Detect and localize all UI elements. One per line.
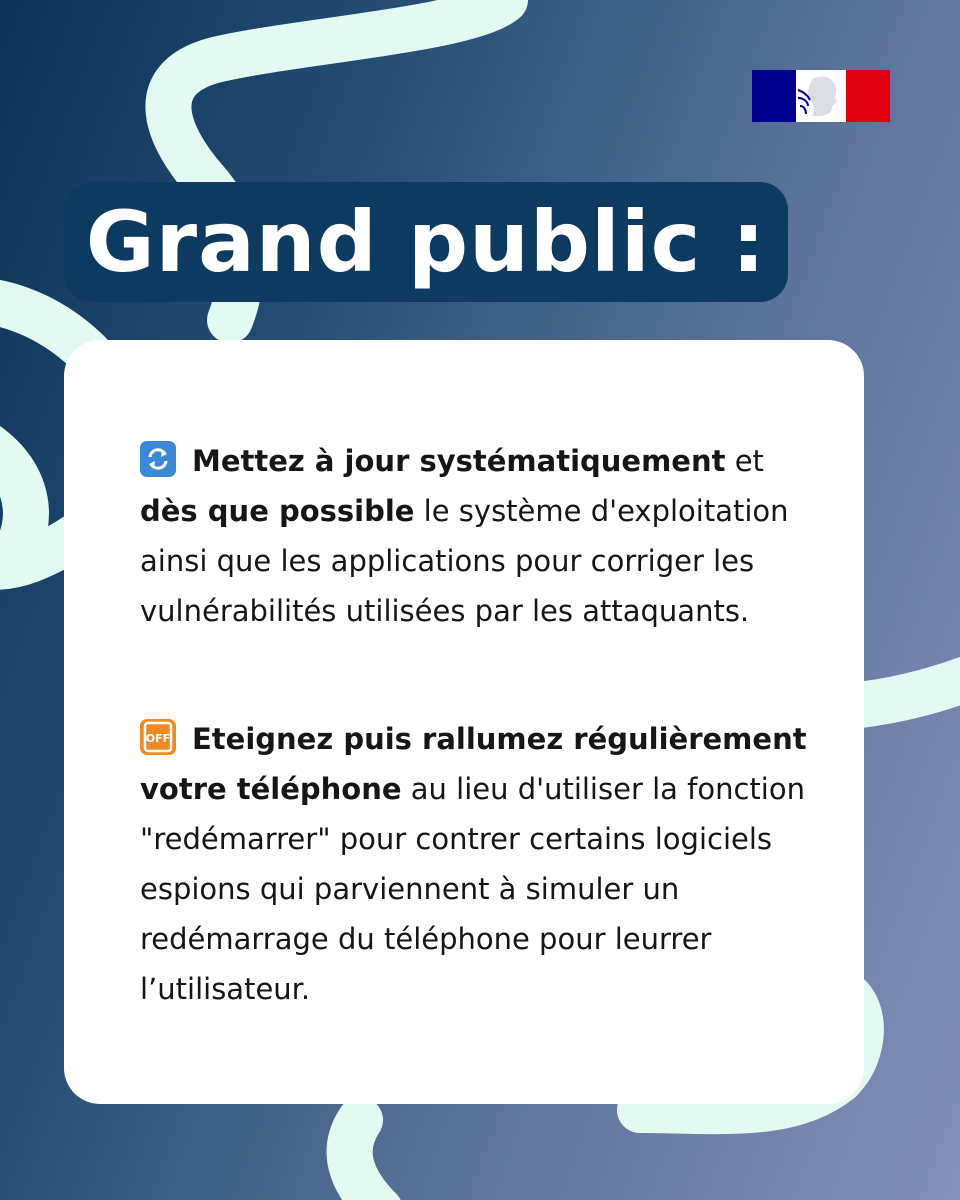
logo-white-band bbox=[796, 70, 846, 122]
tip-restart bbox=[140, 714, 820, 1014]
tip-update bbox=[140, 436, 820, 636]
page-title: Grand public : bbox=[85, 193, 767, 291]
tip-update-text-1: et bbox=[725, 444, 764, 478]
refresh-icon bbox=[140, 441, 176, 477]
tips-card bbox=[64, 340, 864, 1104]
republique-francaise-logo bbox=[752, 70, 890, 122]
logo-blue-band bbox=[752, 70, 796, 122]
tip-update-bold-1: Mettez à jour systématiquement bbox=[192, 444, 726, 478]
logo-red-band bbox=[846, 70, 890, 122]
mobile-off-icon bbox=[140, 719, 176, 755]
tip-update-bold-2: dès que possible bbox=[140, 494, 415, 528]
tip-restart-text-1: au lieu d'utiliser la fonction "redémarrer" pour contrer certains logiciels espions qui parviennent à simuler un redémarrage du téléphone pour leurrer l’utilisateur. bbox=[140, 772, 805, 1006]
tip-update-text-2: le système d'exploitation ainsi que les applications pour corriger les vulnérabilités utilisées par les attaquants. bbox=[140, 494, 789, 628]
mobile-off-icon-label: OFF bbox=[145, 732, 171, 745]
marianne-profile-icon bbox=[796, 70, 846, 122]
title-banner bbox=[64, 182, 788, 302]
tip-restart-bold-1: Eteignez puis rallumez régulièrement votre téléphone bbox=[140, 722, 807, 806]
